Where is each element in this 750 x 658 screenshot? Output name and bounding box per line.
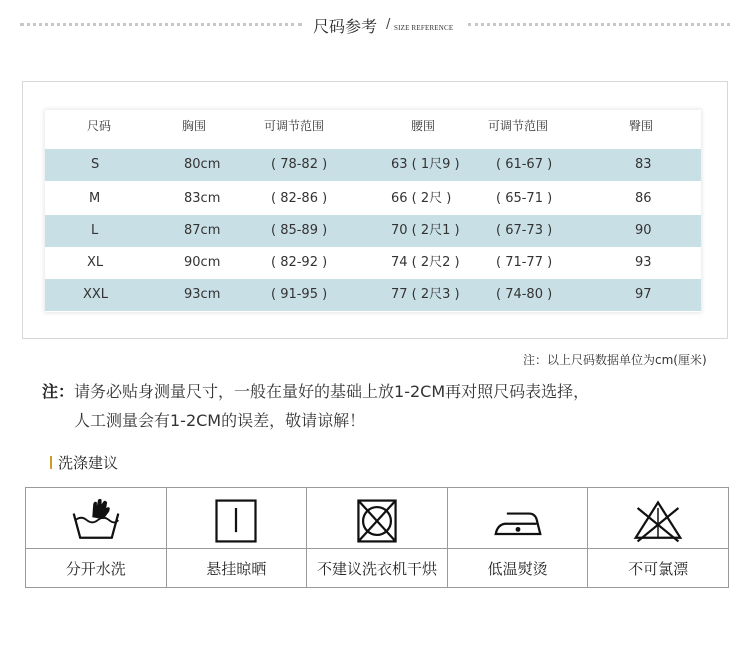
care-title-text: 洗涤建议 <box>58 454 119 472</box>
care-label: 低温熨烫 <box>448 548 588 589</box>
no-tumble-dry-icon <box>307 492 447 550</box>
bust-cell: 93cm <box>184 287 221 302</box>
care-item <box>448 488 589 587</box>
notice-text-1: 请务必贴身测量尺寸，一般在量好的基础上放1-2CM再对照尺码表选择， <box>74 382 590 401</box>
size-cell: S <box>91 157 100 172</box>
section-title: 尺码参考 <box>313 17 378 36</box>
header-divider-right <box>468 23 730 26</box>
section-header <box>0 10 750 40</box>
size-cell: L <box>91 223 99 238</box>
care-item <box>167 488 308 587</box>
size-table-frame <box>22 81 728 339</box>
notice-text-2: 人工测量会有1-2CM的误差，敬请谅解！ <box>74 411 366 430</box>
bust-range-cell: ( 82-86 ) <box>271 191 328 206</box>
section-subtitle: SIZE REFERENCE <box>394 24 454 32</box>
measurement-notice <box>42 377 589 435</box>
low-iron-icon <box>448 492 588 550</box>
care-label: 分开水洗 <box>26 548 166 589</box>
notice-lead: 注： <box>42 382 75 401</box>
bust-cell: 83cm <box>184 191 221 206</box>
table-row <box>45 279 701 311</box>
no-bleach-icon <box>588 492 728 550</box>
waist-range-cell: ( 74-80 ) <box>496 287 553 302</box>
column-header: 腰围 <box>411 119 436 133</box>
column-header: 可调节范围 <box>264 119 325 133</box>
waist-range-cell: ( 65-71 ) <box>496 191 553 206</box>
bust-range-cell: ( 91-95 ) <box>271 287 328 302</box>
hand-wash-icon <box>26 492 166 550</box>
size-cell: XXL <box>83 287 109 302</box>
table-row <box>45 183 701 215</box>
column-header: 尺码 <box>87 119 112 133</box>
waist-range-cell: ( 71-77 ) <box>496 255 553 270</box>
waist-cell: 74 ( 2尺2 ) <box>391 255 460 270</box>
hip-cell: 93 <box>635 255 652 270</box>
care-item <box>307 488 448 587</box>
care-label: 不建议洗衣机干烘 <box>307 548 447 589</box>
table-header-row <box>45 110 701 142</box>
title-separator: / <box>386 17 391 32</box>
care-item <box>26 488 167 587</box>
table-row <box>45 215 701 247</box>
care-label: 不可氯漂 <box>588 548 728 589</box>
bust-cell: 90cm <box>184 255 221 270</box>
care-symbols-grid <box>25 487 729 588</box>
bust-range-cell: ( 85-89 ) <box>271 223 328 238</box>
column-header: 臀围 <box>629 119 654 133</box>
bust-range-cell: ( 78-82 ) <box>271 157 328 172</box>
waist-cell: 77 ( 2尺3 ) <box>391 287 460 302</box>
table-row <box>45 149 701 181</box>
waist-range-cell: ( 61-67 ) <box>496 157 553 172</box>
column-header: 可调节范围 <box>488 119 549 133</box>
waist-cell: 63 ( 1尺9 ) <box>391 157 460 172</box>
hip-cell: 83 <box>635 157 652 172</box>
header-divider-left <box>20 23 302 26</box>
bust-cell: 87cm <box>184 223 221 238</box>
table-row <box>45 247 701 279</box>
waist-cell: 70 ( 2尺1 ) <box>391 223 460 238</box>
care-item <box>588 488 728 587</box>
bust-cell: 80cm <box>184 157 221 172</box>
hip-cell: 97 <box>635 287 652 302</box>
waist-range-cell: ( 67-73 ) <box>496 223 553 238</box>
size-table <box>45 110 701 312</box>
column-header: 胸围 <box>182 119 207 133</box>
care-section-title <box>58 452 118 473</box>
notice-line-1 <box>42 377 589 406</box>
title-accent-bar <box>50 456 52 469</box>
waist-cell: 66 ( 2尺 ) <box>391 191 452 206</box>
care-label: 悬挂晾晒 <box>167 548 307 589</box>
unit-note: 注：以上尺码数据单位为cm(厘米) <box>523 353 707 367</box>
size-cell: M <box>89 191 101 206</box>
hang-dry-icon <box>167 492 307 550</box>
size-cell: XL <box>87 255 104 270</box>
hip-cell: 86 <box>635 191 652 206</box>
bust-range-cell: ( 82-92 ) <box>271 255 328 270</box>
hip-cell: 90 <box>635 223 652 238</box>
